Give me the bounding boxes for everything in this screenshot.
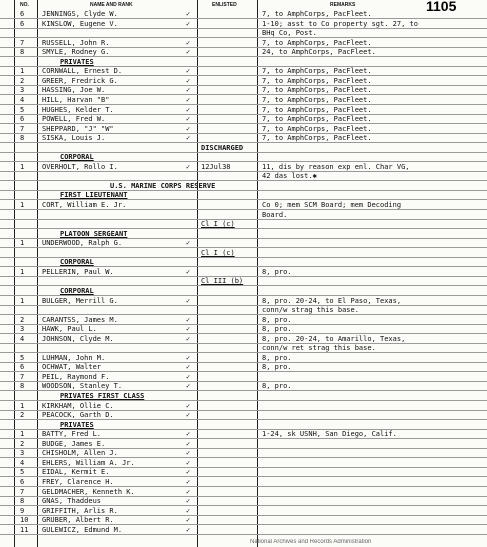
table-row [0, 440, 487, 448]
row-number: 1 [20, 297, 25, 305]
row-number: 1 [20, 163, 25, 171]
table-row [0, 411, 487, 419]
row-rule [0, 496, 487, 497]
table-row [0, 239, 487, 247]
row-rule [0, 314, 487, 315]
section-heading: PLATOON SERGEANT [60, 230, 128, 238]
row-rule [0, 515, 487, 516]
row-rule [0, 161, 487, 162]
table-row [0, 268, 487, 276]
row-rule [0, 438, 487, 439]
row-rule [0, 171, 487, 172]
enlisted-cell: Cl III (b) [201, 277, 244, 285]
row-rule [0, 228, 487, 229]
row-rule [0, 410, 487, 411]
member-name: GELDMACHER, Kenneth K. [42, 488, 135, 496]
check-mark: ✓ [186, 77, 191, 85]
row-rule [0, 47, 487, 48]
member-name: SMYLE, Rodney G. [42, 48, 110, 56]
row-rule [0, 85, 487, 86]
row-number: 11 [20, 526, 29, 534]
enlisted-cell: U.S. MARINE CORPS RESERVE [110, 182, 216, 190]
check-mark: ✓ [186, 526, 191, 534]
section-heading: PRIVATES [60, 421, 94, 429]
table-row [0, 325, 487, 333]
remark-text: Co 0; mem SCM Board; mem Decoding [262, 201, 402, 209]
check-mark: ✓ [186, 478, 191, 486]
row-rule [0, 247, 487, 248]
member-name: LUHMAN, John M. [42, 354, 106, 362]
row-rule [0, 324, 487, 325]
member-name: HAWK, Paul L. [42, 325, 97, 333]
member-name: GRIFFITH, Arlis R. [42, 507, 118, 515]
member-name: FREY, Clarence H. [42, 478, 114, 486]
member-name: OCHWAT, Walter [42, 363, 102, 371]
table-row [0, 497, 487, 505]
row-rule [0, 534, 487, 535]
row-rule [0, 238, 487, 239]
row-rule [0, 28, 487, 29]
section-heading: CORPORAL [60, 258, 94, 266]
section-heading-row [0, 58, 487, 66]
member-name: HUGHES, Kelder T. [42, 106, 114, 114]
row-rule [0, 371, 487, 372]
member-name: PEIL, Raymond F. [42, 373, 110, 381]
remark-text: 8, pro. 20-24, to El Paso, Texas, [262, 297, 402, 305]
row-rule [0, 37, 487, 38]
section-heading: CORPORAL [60, 153, 94, 161]
member-name: RUSSELL, John R. [42, 39, 110, 47]
row-rule [0, 524, 487, 525]
table-row [0, 468, 487, 476]
check-mark: ✓ [186, 516, 191, 524]
check-mark: ✓ [186, 507, 191, 515]
row-rule [0, 94, 487, 95]
row-rule [0, 352, 487, 353]
row-number: 8 [20, 497, 25, 505]
member-name: BULGER, Merrill G. [42, 297, 118, 305]
row-rule [0, 400, 487, 401]
row-number: 2 [20, 411, 25, 419]
check-mark: ✓ [186, 48, 191, 56]
row-number: 1 [20, 268, 25, 276]
remark-text: 8, pro. 20-24, to Amarillo, Texas, [262, 335, 406, 343]
row-rule [0, 219, 487, 220]
check-mark: ✓ [186, 67, 191, 75]
header-name: NAME AND RANK [90, 2, 133, 8]
row-rule [0, 276, 487, 277]
table-row [0, 306, 487, 314]
check-mark: ✓ [186, 382, 191, 390]
archive-watermark: National Archives and Records Administration [250, 539, 372, 545]
member-name: CORT, William E. Jr. [42, 201, 127, 209]
row-rule [0, 199, 487, 200]
row-number: 2 [20, 316, 25, 324]
row-rule [0, 152, 487, 153]
row-number: 1 [20, 402, 25, 410]
remark-text: 7, to AmphCorps, PacFleet. [262, 39, 372, 47]
member-name: BUDGE, James E. [42, 440, 106, 448]
member-name: GNAS, Thaddeus [42, 497, 102, 505]
row-rule [0, 190, 487, 191]
section-heading-row [0, 421, 487, 429]
table-row [0, 96, 487, 104]
row-rule [0, 390, 487, 391]
row-rule [0, 505, 487, 506]
remark-text: 8, pro. [262, 354, 292, 362]
member-name: GRUBER, Albert R. [42, 516, 114, 524]
row-rule [0, 448, 487, 449]
table-row [0, 382, 487, 390]
row-number: 4 [20, 335, 25, 343]
table-row [0, 20, 487, 28]
enlisted-cell: Cl I (c) [201, 249, 235, 257]
table-row [0, 77, 487, 85]
row-number: 1 [20, 430, 25, 438]
enlisted-cell: Cl I (c) [201, 220, 235, 228]
check-mark: ✓ [186, 134, 191, 142]
row-rule [0, 56, 487, 57]
row-number: 6 [20, 115, 25, 123]
row-rule [0, 142, 487, 143]
row-rule [0, 285, 487, 286]
section-heading-row [0, 287, 487, 295]
row-rule [0, 257, 487, 258]
check-mark: ✓ [186, 363, 191, 371]
check-mark: ✓ [186, 86, 191, 94]
row-number: 7 [20, 488, 25, 496]
check-mark: ✓ [186, 497, 191, 505]
check-mark: ✓ [186, 411, 191, 419]
member-name: OVERHOLT, Rollo I. [42, 163, 118, 171]
row-rule [0, 343, 487, 344]
check-mark: ✓ [186, 335, 191, 343]
member-name: SISKA, Louis J. [42, 134, 106, 142]
table-row [0, 115, 487, 123]
table-row [0, 144, 487, 152]
row-rule [0, 486, 487, 487]
row-number: 7 [20, 39, 25, 47]
table-row [0, 516, 487, 524]
header-no: NO. [20, 2, 29, 8]
section-heading-row [0, 392, 487, 400]
table-row [0, 125, 487, 133]
row-number: 5 [20, 354, 25, 362]
table-row [0, 316, 487, 324]
row-number: 6 [20, 363, 25, 371]
remark-text: 8, pro. [262, 268, 292, 276]
remark-text: 24, to AmphCorps, PacFleet. [262, 48, 376, 56]
row-number: 1 [20, 67, 25, 75]
section-heading: PRIVATES [60, 58, 94, 66]
table-row [0, 363, 487, 371]
remark-text: 1-10; asst to Co property sgt. 27, to [262, 20, 418, 28]
remark-text: 7, to AmphCorps, PacFleet. [262, 86, 372, 94]
member-name: BATTY, Fred L. [42, 430, 102, 438]
check-mark: ✓ [186, 39, 191, 47]
table-row [0, 277, 487, 285]
check-mark: ✓ [186, 325, 191, 333]
table-row [0, 344, 487, 352]
row-rule [0, 362, 487, 363]
table-row [0, 478, 487, 486]
check-mark: ✓ [186, 354, 191, 362]
row-rule [0, 429, 487, 430]
check-mark: ✓ [186, 440, 191, 448]
member-name: KINSLOW, Eugene V. [42, 20, 118, 28]
remark-text: 7, to AmphCorps, PacFleet. [262, 96, 372, 104]
table-row [0, 354, 487, 362]
remark-text: 7, to AmphCorps, PacFleet. [262, 115, 372, 123]
table-row [0, 335, 487, 343]
remark-text: 42 das lost.✱ [262, 172, 317, 180]
row-rule [0, 266, 487, 267]
member-name: CHISHOLM, Allen J. [42, 449, 118, 457]
table-row [0, 39, 487, 47]
check-mark: ✓ [186, 10, 191, 18]
member-name: HASSING, Joe W. [42, 86, 106, 94]
table-row [0, 249, 487, 257]
remark-text: 8, pro. [262, 382, 292, 390]
row-rule [0, 333, 487, 334]
row-number: 9 [20, 507, 25, 515]
section-heading: FIRST LIEUTENANT [60, 191, 128, 199]
row-number: 7 [20, 125, 25, 133]
check-mark: ✓ [186, 163, 191, 171]
section-heading-row [0, 258, 487, 266]
remark-text: 1-24, sk USNH, San Diego, Calif. [262, 430, 397, 438]
check-mark: ✓ [186, 106, 191, 114]
member-name: WOODSON, Stanley T. [42, 382, 123, 390]
member-name: UNDERWOOD, Ralph G. [42, 239, 123, 247]
remark-text: 7, to AmphCorps, PacFleet. [262, 10, 372, 18]
header-remarks: REMARKS [330, 2, 356, 8]
row-number: 3 [20, 86, 25, 94]
remark-text: 7, to AmphCorps, PacFleet. [262, 134, 372, 142]
table-row [0, 507, 487, 515]
row-number: 5 [20, 468, 25, 476]
row-rule [0, 476, 487, 477]
row-number: 5 [20, 106, 25, 114]
check-mark: ✓ [186, 20, 191, 28]
table-row [0, 211, 487, 219]
row-rule [0, 133, 487, 134]
check-mark: ✓ [186, 430, 191, 438]
remark-text: 8, pro. [262, 316, 292, 324]
check-mark: ✓ [186, 373, 191, 381]
row-rule [0, 114, 487, 115]
remark-text: 7, to AmphCorps, PacFleet. [262, 106, 372, 114]
row-number: 8 [20, 134, 25, 142]
row-rule [0, 66, 487, 67]
remark-text: 7, to AmphCorps, PacFleet. [262, 77, 372, 85]
table-row [0, 182, 487, 190]
row-number: 3 [20, 325, 25, 333]
row-rule [0, 305, 487, 306]
row-number: 8 [20, 48, 25, 56]
check-mark: ✓ [186, 115, 191, 123]
row-rule [0, 104, 487, 105]
enlisted-cell: DISCHARGED [201, 144, 244, 152]
member-name: SHEPPARD, "J" "W" [42, 125, 114, 133]
section-heading: CORPORAL [60, 287, 94, 295]
check-mark: ✓ [186, 316, 191, 324]
row-number: 1 [20, 239, 25, 247]
section-heading-row [0, 153, 487, 161]
row-number: 6 [20, 20, 25, 28]
row-number: 2 [20, 77, 25, 85]
member-name: GREER, Fredrick G. [42, 77, 118, 85]
row-rule [0, 123, 487, 124]
row-number: 8 [20, 382, 25, 390]
table-row [0, 134, 487, 142]
check-mark: ✓ [186, 488, 191, 496]
member-name: KIRKHAM, Ollie C. [42, 402, 114, 410]
row-number: 3 [20, 449, 25, 457]
row-rule [0, 295, 487, 296]
row-rule [0, 18, 487, 19]
check-mark: ✓ [186, 449, 191, 457]
row-rule [0, 180, 487, 181]
check-mark: ✓ [186, 468, 191, 476]
row-rule [0, 75, 487, 76]
table-row [0, 201, 487, 209]
remark-text: 8, pro. [262, 325, 292, 333]
row-rule [0, 381, 487, 382]
check-mark: ✓ [186, 239, 191, 247]
table-row [0, 430, 487, 438]
table-row [0, 10, 487, 18]
check-mark: ✓ [186, 125, 191, 133]
header-enlisted: ENLISTED [212, 2, 237, 8]
table-row [0, 459, 487, 467]
remark-text: Board. [262, 211, 288, 219]
column-header [0, 0, 487, 10]
enlisted-cell: 12Jul38 [201, 163, 231, 171]
member-name: HILL, Harvan "B" [42, 96, 110, 104]
row-rule [0, 467, 487, 468]
section-heading-row [0, 230, 487, 238]
table-row [0, 48, 487, 56]
remark-text: 7, to AmphCorps, PacFleet. [262, 125, 372, 133]
table-row [0, 402, 487, 410]
table-row [0, 488, 487, 496]
member-name: POWELL, Fred W. [42, 115, 106, 123]
member-name: EIDAL, Kermit E. [42, 468, 110, 476]
row-number: 2 [20, 440, 25, 448]
member-name: PEACOCK, Garth D. [42, 411, 114, 419]
member-name: CORNWALL, Ernest D. [42, 67, 123, 75]
row-number: 4 [20, 459, 25, 467]
row-number: 6 [20, 10, 25, 18]
table-row [0, 373, 487, 381]
row-number: 4 [20, 96, 25, 104]
remark-text: 11, dis by reason exp enl. Char VG, [262, 163, 410, 171]
member-name: GULEWICZ, Edmund M. [42, 526, 123, 534]
table-row [0, 163, 487, 171]
table-row [0, 86, 487, 94]
table-row [0, 297, 487, 305]
row-number: 10 [20, 516, 29, 524]
remark-text: conn/w ret strag this base. [262, 344, 376, 352]
table-row [0, 172, 487, 180]
row-rule [0, 457, 487, 458]
member-name: PELLERIN, Paul W. [42, 268, 114, 276]
page-number: 1105 [426, 0, 457, 14]
row-number: 6 [20, 478, 25, 486]
table-row [0, 67, 487, 75]
member-name: CARANTSS, James M. [42, 316, 118, 324]
table-row [0, 106, 487, 114]
section-heading: PRIVATES FIRST CLASS [60, 392, 145, 400]
remark-text: 8, pro. [262, 363, 292, 371]
remark-text: conn/w strag this base. [262, 306, 359, 314]
row-rule [0, 419, 487, 420]
row-number: 1 [20, 201, 25, 209]
row-rule [0, 209, 487, 210]
check-mark: ✓ [186, 268, 191, 276]
table-row [0, 526, 487, 534]
member-name: EHLERS, William A. Jr. [42, 459, 135, 467]
table-row [0, 449, 487, 457]
section-heading-row [0, 191, 487, 199]
check-mark: ✓ [186, 96, 191, 104]
check-mark: ✓ [186, 459, 191, 467]
remark-text: 7, to AmphCorps, PacFleet. [262, 67, 372, 75]
table-row [0, 29, 487, 37]
remark-text: BHq Co, Post. [262, 29, 317, 37]
row-number: 7 [20, 373, 25, 381]
table-row [0, 220, 487, 228]
member-name: JENNINGS, Clyde W. [42, 10, 118, 18]
member-name: JOHNSON, Clyde M. [42, 335, 114, 343]
check-mark: ✓ [186, 297, 191, 305]
check-mark: ✓ [186, 402, 191, 410]
